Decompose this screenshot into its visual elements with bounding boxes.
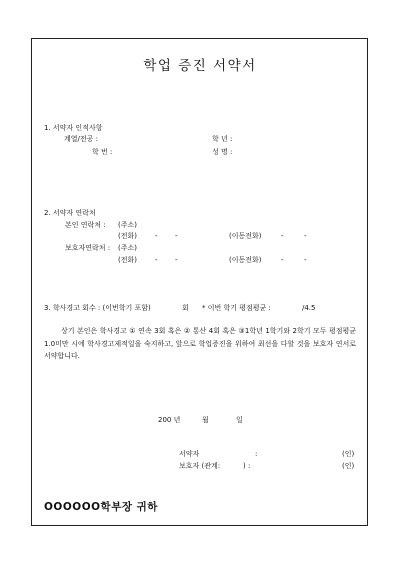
gpa-label: * 이번 학기 평점평균 : [202,304,271,312]
self-mobile-dash2: - [304,232,307,240]
year-label: 학 년 : [212,135,233,143]
self-mobile-label: (이동전화) [229,232,262,240]
guardian-mobile-dash2: - [304,256,307,264]
guardian-phone-dash2: - [175,256,178,264]
pledger-colon: : [255,450,258,458]
dept-label: 계열/전공 : [64,135,98,143]
self-phone-dash2: - [175,232,178,240]
self-mobile-dash1: - [281,232,284,240]
warning-count-text: 3. 학사경고 회수 : (이번학기 포함) [44,304,151,312]
name-label: 성 명 : [212,148,233,156]
self-contact-label: 본인 연락처 : [65,221,106,229]
pledge-paragraph: 상기 본인은 학사경고 ① 연속 3회 혹은 ② 통산 4회 혹은 ③1학년 1학기와 2학기 모두 평점평균 1.0미만 시에 학사경고제적일을 숙지하고, 앞으로 학업증진을 위하여 최선을 다할 것을 보호자 연서로 서약합니다. [44,327,356,360]
self-phone-label: (전화) [118,232,137,240]
date-day: 일 [236,416,243,424]
self-address-label: (주소) [118,221,137,229]
guardian-address-label: (주소) [118,244,137,252]
id-label: 학 번 : [92,148,113,156]
document-border [31,38,368,526]
guardian-sign-close: ) : [243,462,251,470]
guardian-mobile-label: (이동전화) [229,256,262,264]
closing-addressee: OOOOOO학부장 귀하 [44,501,158,513]
self-phone-dash1: - [155,232,158,240]
pledger-label: 서약자 [179,450,200,458]
date-year: 200 년 [158,416,181,424]
guardian-contact-label: 보호자연락처 : [65,244,111,252]
guardian-phone-label: (전화) [118,256,137,264]
guardian-sign-label: 보호자 (관계: [179,462,221,470]
guardian-phone-dash1: - [155,256,158,264]
date-month: 월 [202,416,209,424]
guardian-mobile-dash1: - [281,256,284,264]
section2-heading: 2. 서약자 연락처 [44,209,96,217]
section1-heading: 1. 서약자 인적사항 [44,124,103,132]
gpa-scale: /4.5 [302,304,316,312]
warning-count-unit: 회 [182,304,189,312]
guardian-seal: (인) [342,462,355,470]
pledger-seal: (인) [342,450,355,458]
document-title: 학업 증진 서약서 [143,58,257,74]
